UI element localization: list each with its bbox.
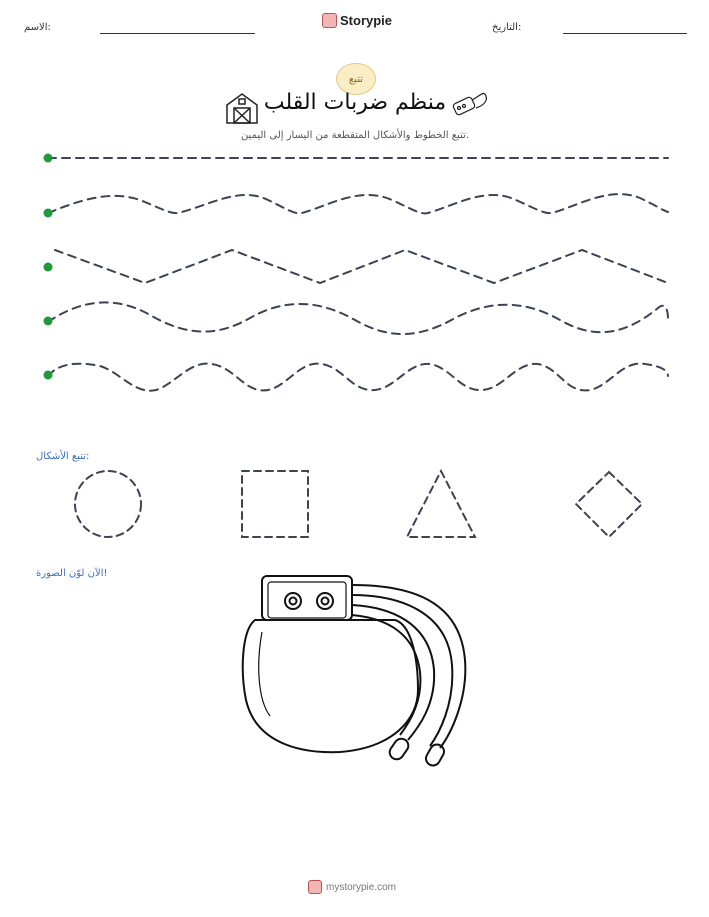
brand-name: Storypie <box>340 13 393 28</box>
instructions: تتبع الخطوط والأشكال المتقطعة من اليسار إلى اليمين. <box>240 130 470 141</box>
date-label: التاريخ: <box>492 22 522 33</box>
footer-url[interactable]: mystorypie.com <box>326 881 397 893</box>
pacemaker-drawing <box>243 576 466 768</box>
name-label: الاسم: <box>24 22 51 33</box>
page-title: منظم ضربات القلب <box>263 90 447 115</box>
color-section-label: الآن لوّن الصورة! <box>36 568 108 579</box>
footer-logo <box>308 880 396 894</box>
shapes-section-label: تتبع الأشكال: <box>36 451 90 462</box>
trace-badge: تتبع <box>336 63 376 95</box>
pig-icon <box>308 880 322 894</box>
